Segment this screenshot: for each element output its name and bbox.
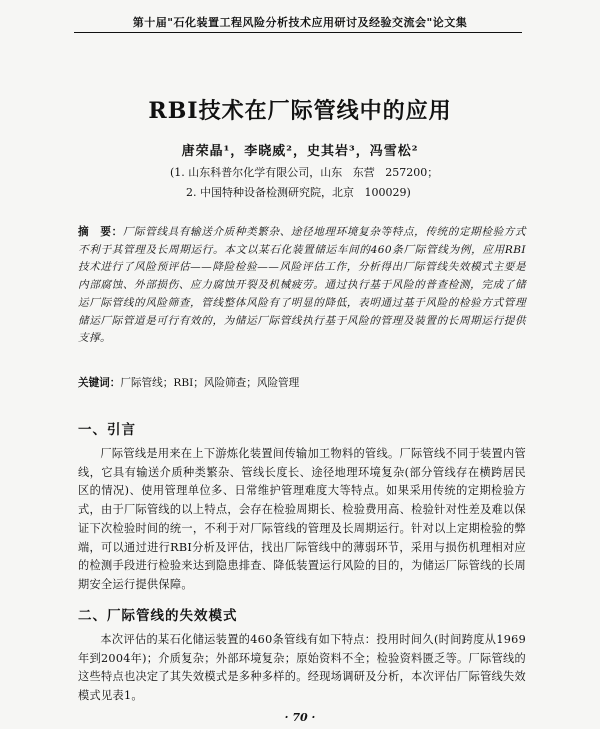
header-rule <box>74 32 522 33</box>
page-number: · 70 · <box>284 711 316 724</box>
abstract-label: 摘 要： <box>78 226 123 238</box>
abstract <box>78 224 526 348</box>
abstract-text: 厂际管线具有输送介质种类繁杂、途径地理环境复杂等特点，传统的定期检验方式不利于其管理及长周期运行。本文以某石化装置储运车间的460条厂际管线为例，应用RBI技术进行了风险预评估——降险检验——风险评估工作，分析得出厂际管线失效模式主要是内部腐蚀、外部损伤、应力腐蚀开裂及机械疲劳。通过执行基于风险的普查检测，完成了储运厂际管线的风险筛查，管线整体风险有了明显的降低，表明通过基于风险的检验方式管理储运厂际管道是可行有效的，为储运厂际管线执行基于风险的管理及装置的长周期运行提供支撑。 <box>78 226 526 345</box>
paper-title: RBI技术在厂际管线中的应用 <box>148 98 452 124</box>
section-body-failure-modes: 本次评估的某石化储运装置的460条管线有如下特点：投用时间久(时间跨度从1969年到2004年)；介质复杂；外部环境复杂；原始资料不全；检验资料匮乏等。厂际管线的这些特点也决定了其失效模式是多种多样的。经现场调研及分析，本次评估厂际管线失效模式见表1。 <box>78 633 527 703</box>
affiliation-1: (1. 山东科普尔化学有限公司，山东 东营 257200； <box>170 166 439 179</box>
keywords-label: 关键词： <box>78 377 121 389</box>
section-body-introduction: 厂际管线是用来在上下游炼化装置间传输加工物料的管线。厂际管线不同于装置内管线，它具有输送介质种类繁杂、管线长度长、途径地理环境复杂(部分管线存在横跨居民区的情况)、使用管理单位多、日常维护管理难度大等特点。如果采用传统的定期检验方式，由于厂际管线的以上特点，会存在检验周期长、检验费用高、检验针对性差及难以保证下次检验时间的统一，不利于对厂际管线的管理及长周期运行。针对以上定期检验的弊端，可以通过进行RBI分析及评估，找出厂际管线中的薄弱环节，采用与损伤机理相对应的检测手段进行检验来达到隐患排查、降低装置运行风险的目的，为储运厂际管线的长周期安全运行提供保障。 <box>78 447 527 591</box>
section-heading-introduction: 一、引言 <box>78 422 136 438</box>
section-heading-failure-modes: 二、厂际管线的失效模式 <box>78 608 238 624</box>
keywords <box>78 375 299 390</box>
affiliation-2: 2. 中国特种设备检测研究院，北京 100029) <box>186 186 411 199</box>
running-header: 第十届"石化装置工程风险分析技术应用研讨及经验交流会"论文集 <box>132 16 468 29</box>
keywords-text: 厂际管线；RBI；风险筛查；风险管理 <box>120 377 300 389</box>
authors: 唐荣晶¹，李晓威²，史其岩³，冯雪松² <box>181 144 419 159</box>
